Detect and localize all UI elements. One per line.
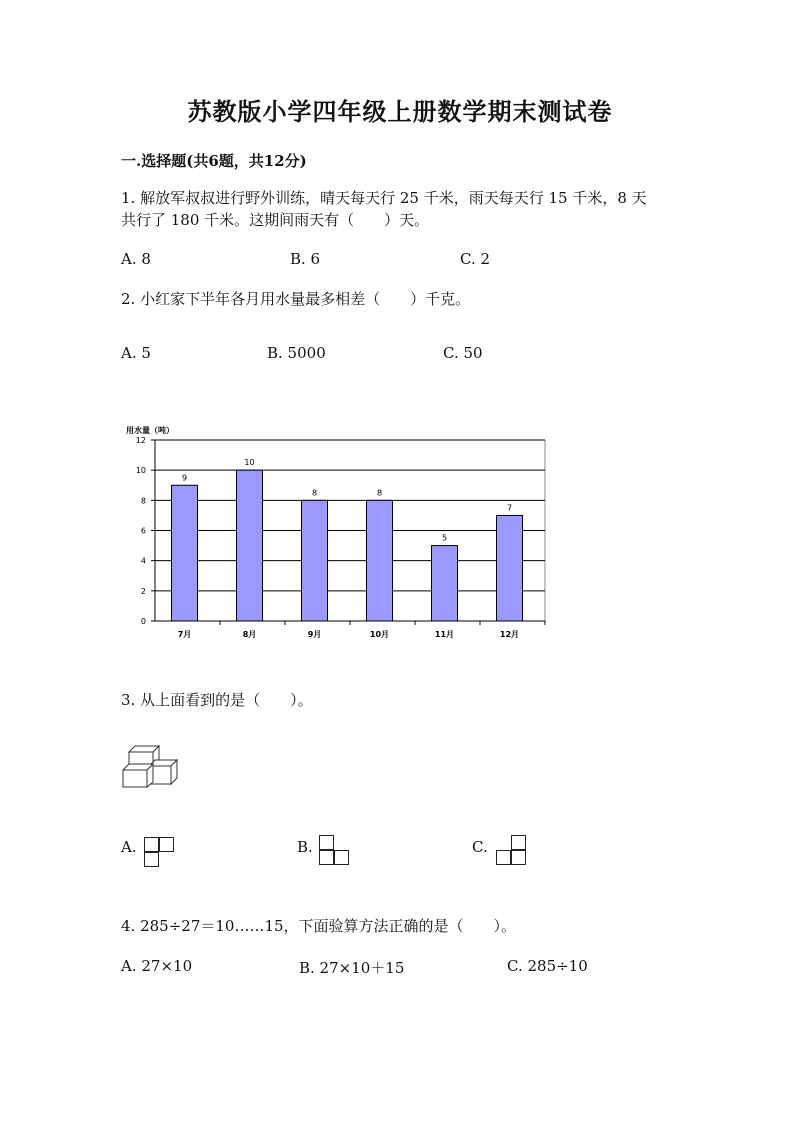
chart-x-tick-label: 11月: [434, 630, 455, 639]
water-usage-bar-chart: [118, 420, 548, 650]
question-1-line-2: 共行了 180 千米。这期间雨天有（ ）天。: [121, 211, 430, 229]
chart-y-tick-label: 2: [140, 586, 146, 596]
option-a-top-view: [144, 837, 178, 871]
chart-x-tick-label: 7月: [177, 630, 192, 639]
chart-bar: [497, 515, 523, 621]
chart-data-label: 8: [311, 488, 318, 498]
question-3-option-b: B.: [297, 838, 313, 856]
stacked-cubes-icon: [121, 742, 179, 788]
chart-bar: [302, 500, 328, 621]
question-1-option-a: A. 8: [121, 250, 151, 268]
option-b-top-view: [319, 835, 353, 869]
chart-y-tick-label: 12: [135, 436, 146, 445]
chart-y-tick-label: 8: [140, 496, 146, 506]
chart-x-tick-label: 9月: [307, 630, 322, 639]
chart-y-tick-label: 6: [140, 526, 146, 536]
chart-y-tick-label: 4: [140, 556, 146, 566]
question-1-option-c: C. 2: [460, 250, 491, 268]
option-c-top-view: [496, 835, 530, 869]
section-heading: 一.选择题(共6题，共12分): [121, 152, 307, 170]
chart-bar: [237, 470, 263, 621]
chart-bar: [367, 500, 393, 621]
question-4-line-1: 4. 285÷27＝10……15，下面验算方法正确的是（ ）。: [121, 917, 517, 935]
question-1-line-1: 1. 解放军叔叔进行野外训练，晴天每天行 25 千米，雨天每天行 15 千米，8 天: [121, 189, 647, 207]
chart-x-tick-label: 12月: [499, 630, 520, 639]
question-3-line-1: 3. 从上面看到的是（ ）。: [121, 691, 313, 709]
chart-data-label: 9: [181, 473, 188, 483]
question-3-option-a: A.: [121, 838, 137, 856]
chart-data-label: 7: [506, 503, 513, 513]
chart-y-tick-label: 0: [140, 617, 146, 626]
chart-data-label: 8: [376, 488, 383, 498]
chart-x-tick-label: 8月: [242, 630, 257, 639]
chart-x-tick-label: 10月: [369, 630, 390, 639]
question-2-option-b: B. 5000: [267, 344, 326, 362]
question-4-option-a: A. 27×10: [121, 957, 193, 975]
chart-y-axis-label: 用水量（吨）: [126, 426, 174, 435]
question-2-option-c: C. 50: [443, 344, 483, 362]
chart-bar: [432, 546, 458, 621]
chart-bar: [172, 485, 198, 621]
chart-data-label: 10: [244, 458, 255, 468]
question-4-option-c: C. 285÷10: [507, 957, 588, 975]
chart-data-label: 5: [441, 533, 448, 543]
page-title: 苏教版小学四年级上册数学期末测试卷: [187, 97, 613, 126]
question-3-option-c: C.: [472, 838, 488, 856]
question-2-option-a: A. 5: [121, 344, 151, 362]
question-2-line-1: 2. 小红家下半年各月用水量最多相差（ ）千克。: [121, 290, 471, 308]
chart-y-tick-label: 10: [135, 466, 146, 476]
question-1-option-b: B. 6: [290, 250, 321, 268]
question-4-option-b: B. 27×10＋15: [299, 959, 405, 977]
